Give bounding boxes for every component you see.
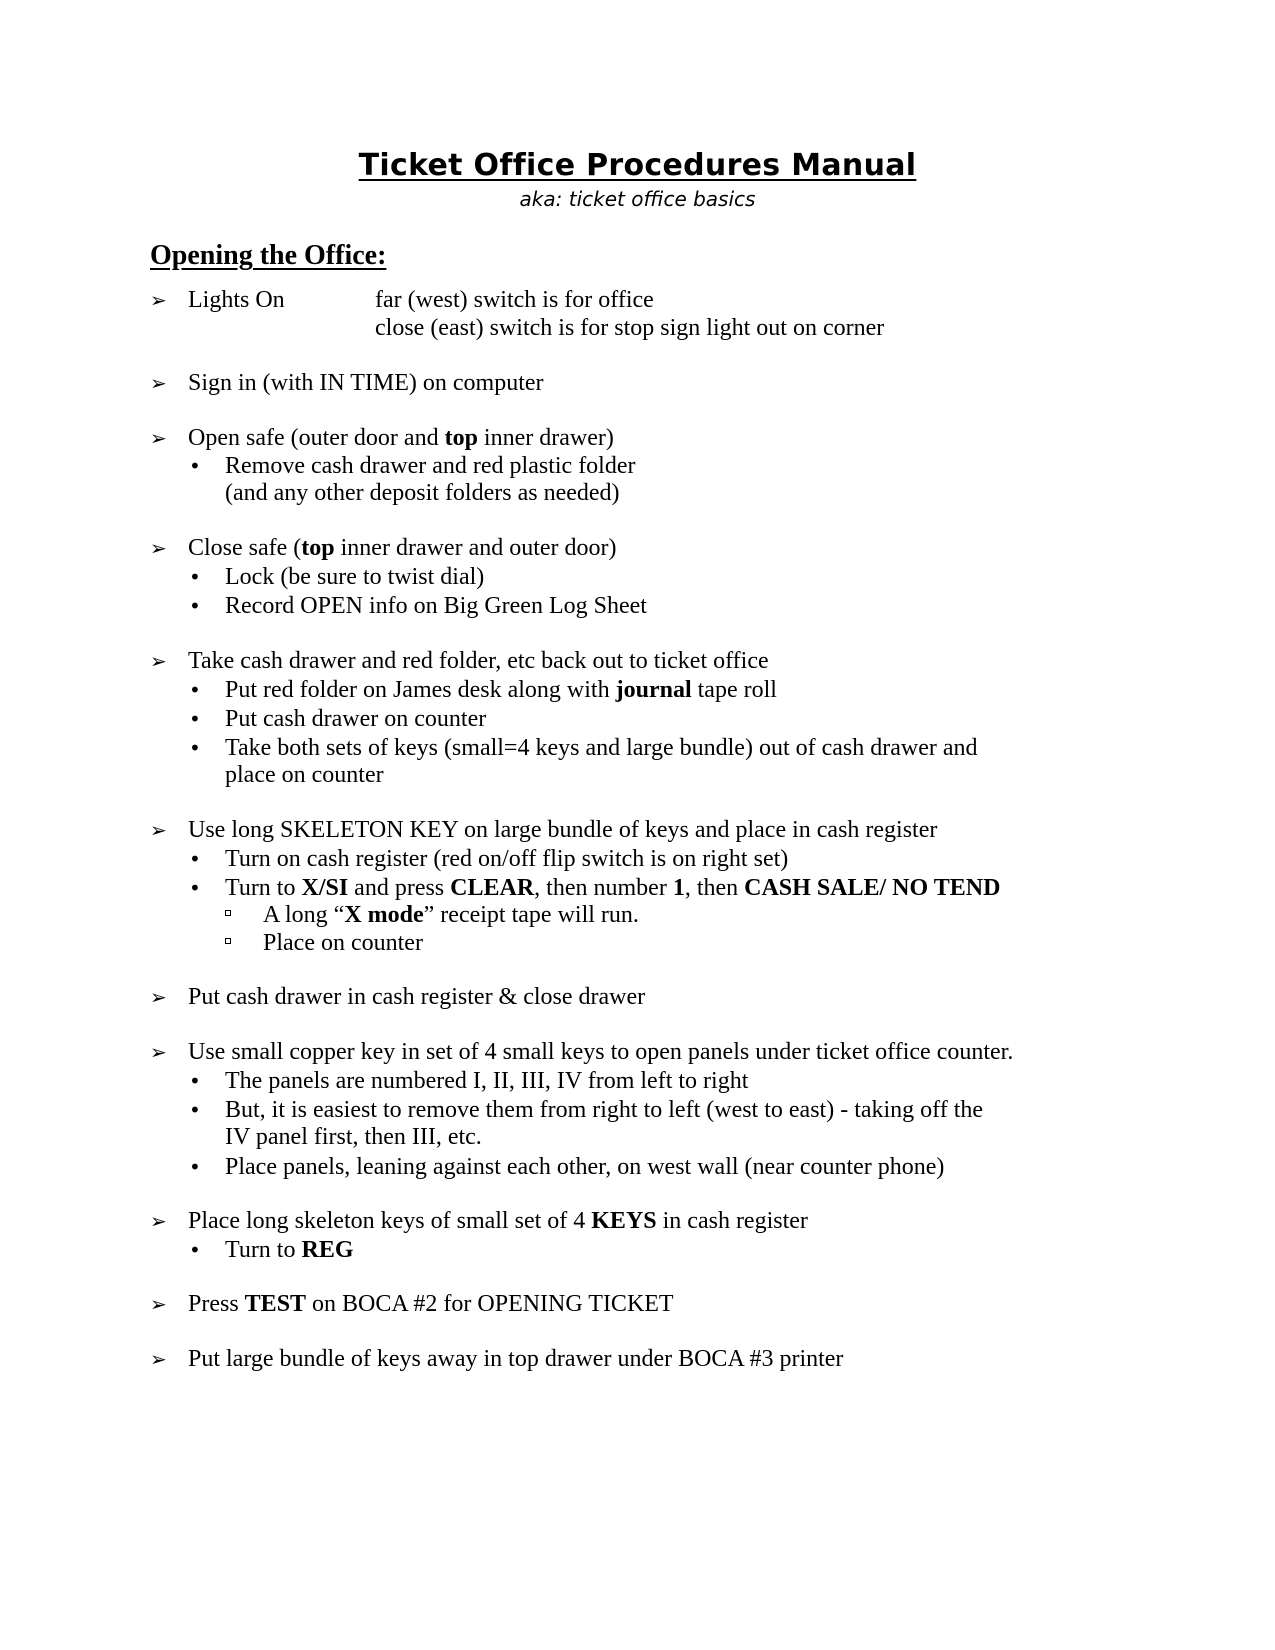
square-bullet-icon	[225, 910, 231, 916]
round-bullet-icon: •	[189, 736, 201, 760]
document-subtitle: aka: ticket office basics	[519, 187, 756, 211]
list-item: Record OPEN info on Big Green Log Sheet	[225, 593, 647, 619]
list-item: Turn to X/SI and press CLEAR, then number 1, then CASH SALE/ NO TEND	[225, 875, 1001, 901]
arrowhead-bullet-icon: ➢	[150, 536, 167, 560]
arrowhead-bullet-icon: ➢	[150, 818, 167, 842]
sub-list-item: Place on counter	[263, 930, 423, 956]
step-text: Use small copper key in set of 4 small keys to open panels under ticket office counter.	[188, 1039, 1014, 1065]
arrowhead-bullet-icon: ➢	[150, 288, 167, 312]
list-item: Remove cash drawer and red plastic folder	[225, 453, 636, 479]
round-bullet-icon: •	[189, 847, 201, 871]
list-item: place on counter	[225, 762, 384, 788]
arrowhead-bullet-icon: ➢	[150, 371, 167, 395]
round-bullet-icon: •	[189, 594, 201, 618]
step-detail: close (east) switch is for stop sign light out on corner	[375, 315, 885, 341]
step-text: Sign in (with IN TIME) on computer	[188, 370, 544, 396]
step-text: Press TEST on BOCA #2 for OPENING TICKET	[188, 1291, 674, 1317]
list-item: Place panels, leaning against each other, on west wall (near counter phone)	[225, 1154, 945, 1180]
sub-list-item: A long “X mode” receipt tape will run.	[263, 902, 639, 928]
list-item: The panels are numbered I, II, III, IV from left to right	[225, 1068, 749, 1094]
list-item: Lock (be sure to twist dial)	[225, 564, 485, 590]
round-bullet-icon: •	[189, 678, 201, 702]
list-item: Put cash drawer on counter	[225, 706, 487, 732]
list-item: Put red folder on James desk along with journal tape roll	[225, 677, 777, 703]
arrowhead-bullet-icon: ➢	[150, 1209, 167, 1233]
arrowhead-bullet-icon: ➢	[150, 1292, 167, 1316]
list-item: IV panel first, then III, etc.	[225, 1124, 482, 1150]
list-item: (and any other deposit folders as needed)	[225, 480, 620, 506]
round-bullet-icon: •	[189, 876, 201, 900]
round-bullet-icon: •	[189, 565, 201, 589]
step-detail: far (west) switch is for office	[375, 287, 654, 313]
round-bullet-icon: •	[189, 454, 201, 478]
arrowhead-bullet-icon: ➢	[150, 426, 167, 450]
step-label: Lights On	[188, 287, 285, 313]
section-heading: Opening the Office:	[150, 240, 387, 271]
step-text: Use long SKELETON KEY on large bundle of keys and place in cash register	[188, 817, 938, 843]
arrowhead-bullet-icon: ➢	[150, 1040, 167, 1064]
round-bullet-icon: •	[189, 1098, 201, 1122]
step-text: Put large bundle of keys away in top drawer under BOCA #3 printer	[188, 1346, 844, 1372]
square-bullet-icon	[225, 938, 231, 944]
arrowhead-bullet-icon: ➢	[150, 649, 167, 673]
step-text: Put cash drawer in cash register & close drawer	[188, 984, 646, 1010]
round-bullet-icon: •	[189, 1238, 201, 1262]
list-item: But, it is easiest to remove them from right to left (west to east) - taking off the	[225, 1097, 984, 1123]
step-text: Close safe (top inner drawer and outer door)	[188, 535, 617, 561]
list-item: Turn on cash register (red on/off flip switch is on right set)	[225, 846, 789, 872]
arrowhead-bullet-icon: ➢	[150, 1347, 167, 1371]
step-text: Place long skeleton keys of small set of 4 KEYS in cash register	[188, 1208, 808, 1234]
document-title: Ticket Office Procedures Manual	[358, 148, 917, 183]
round-bullet-icon: •	[189, 707, 201, 731]
list-item: Take both sets of keys (small=4 keys and large bundle) out of cash drawer and	[225, 735, 978, 761]
round-bullet-icon: •	[189, 1069, 201, 1093]
step-text: Open safe (outer door and top inner drawer)	[188, 425, 614, 451]
round-bullet-icon: •	[189, 1155, 201, 1179]
list-item: Turn to REG	[225, 1237, 354, 1263]
arrowhead-bullet-icon: ➢	[150, 985, 167, 1009]
step-text: Take cash drawer and red folder, etc back out to ticket office	[188, 648, 769, 674]
